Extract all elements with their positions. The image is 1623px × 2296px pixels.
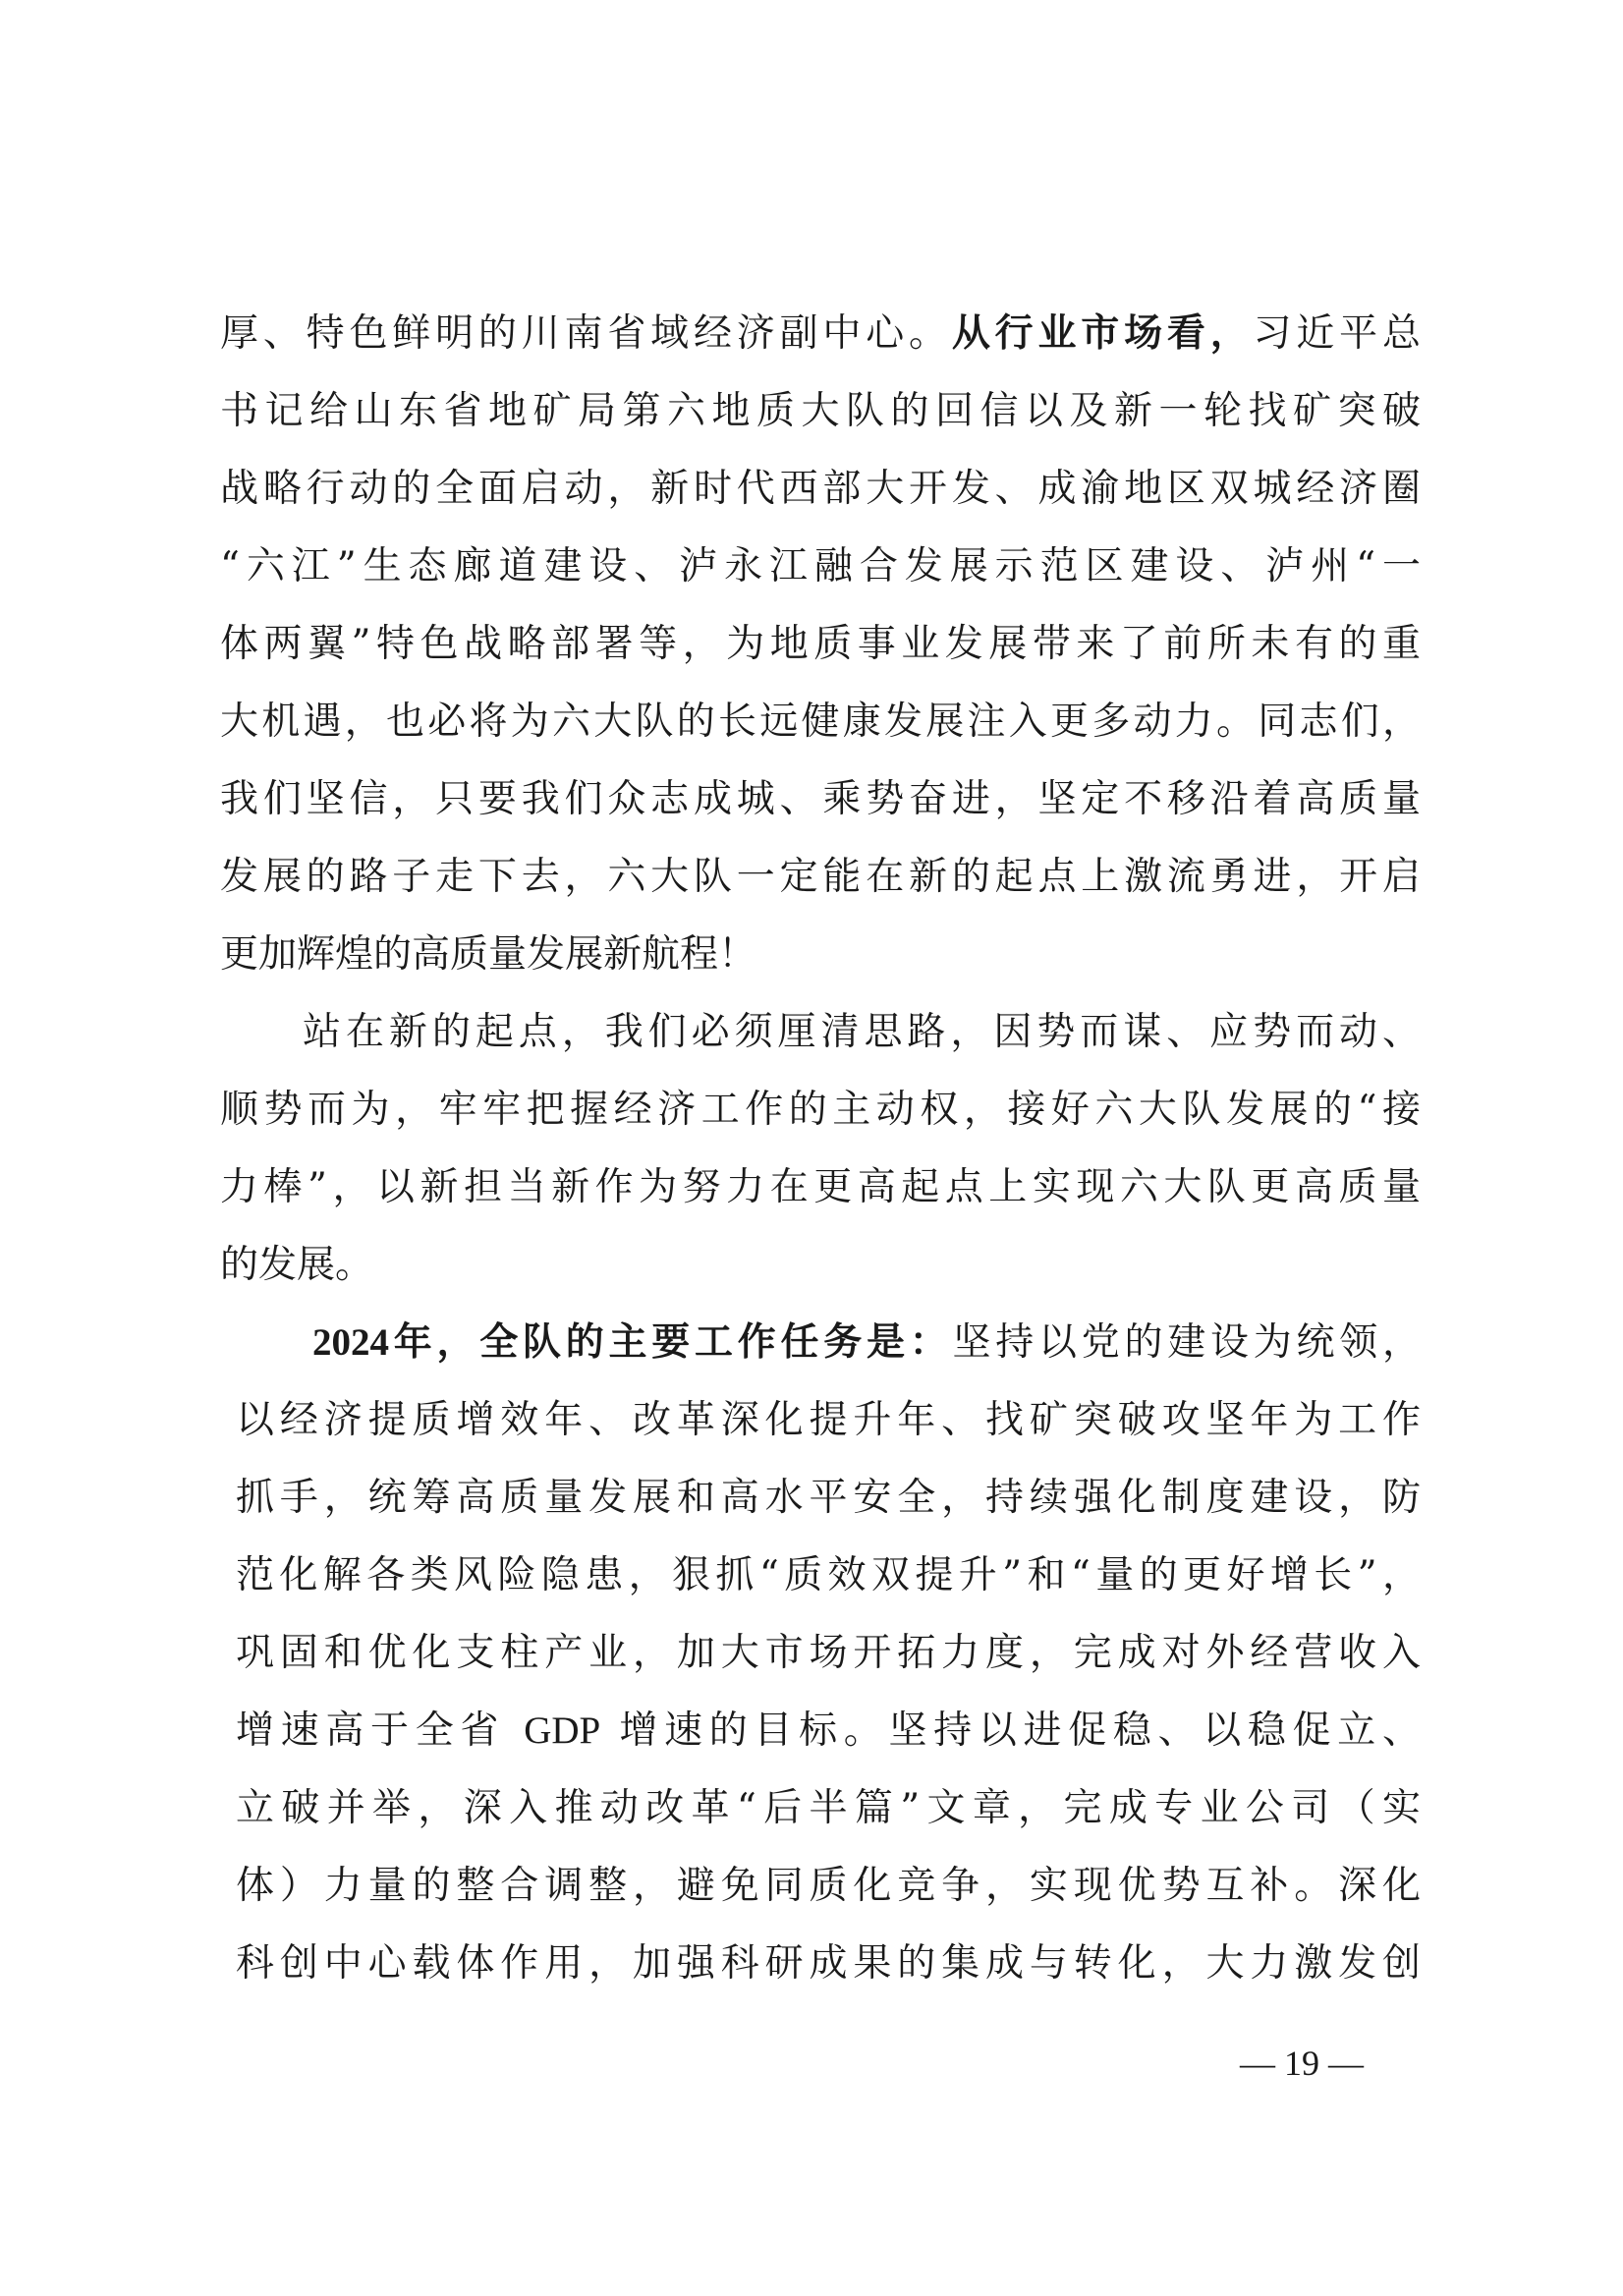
paragraph-1-line-5: 体两翼”特色战略部署等，为地质事业发展带来了前所未有的重: [220, 622, 1421, 666]
paragraph-2-line-3: 力棒”，以新担当新作为努力在更高起点上实现六大队更高质量: [220, 1165, 1421, 1209]
paragraph-3-line-1: [312, 1314, 1421, 1372]
paragraph-1-line-9: 更加辉煌的高质量发展新航程！: [220, 932, 757, 977]
paragraph-2-line-4: 的发展。: [220, 1243, 374, 1287]
paragraph-3-line-8: 体）力量的整合调整，避免同质化竞争，实现优势互补。深化: [236, 1864, 1421, 1908]
gdp-run: GDP: [524, 1709, 601, 1752]
paragraph-3-line-3: 抓手，统筹高质量发展和高水平安全，持续强化制度建设，防: [236, 1476, 1421, 1520]
text-run: 增速高于全省: [236, 1708, 506, 1753]
paragraph-3-line-9: 科创中心载体作用，加强科研成果的集成与转化，大力激发创: [236, 1941, 1421, 1986]
text-run: 习近平总: [1253, 311, 1421, 356]
paragraph-1-line-1: [220, 305, 1421, 364]
paragraph-3-line-6: [236, 1702, 1421, 1761]
page-number: — 19 —: [1240, 2044, 1364, 2083]
paragraph-1-line-4: “六江”生态廊道建设、泸永江融合发展示范区建设、泸州“一: [220, 544, 1421, 588]
bold-heading-run: 从行业市场看，: [951, 311, 1254, 356]
paragraph-3-line-5: 巩固和优化支柱产业，加大市场开拓力度，完成对外经营收入: [236, 1631, 1421, 1675]
paragraph-3-line-7: 立破并举，深入推动改革“后半篇”文章，完成专业公司（实: [236, 1786, 1421, 1830]
paragraph-2-line-2: 顺势而为，牢牢把握经济工作的主动权，接好六大队发展的“接: [220, 1088, 1421, 1132]
paragraph-1-line-3: 战略行动的全面启动，新时代西部大开发、成渝地区双城经济圈: [220, 467, 1421, 511]
paragraph-3-line-2: 以经济提质增效年、改革深化提升年、找矿突破攻坚年为工作: [236, 1398, 1421, 1442]
text-run: 坚持以党的建设为统领，: [952, 1320, 1421, 1365]
paragraph-3-line-4: 范化解各类风险隐患，狠抓“质效双提升”和“量的更好增长”，: [236, 1553, 1421, 1597]
text-run: 增速的目标。坚持以进促稳、以稳促立、: [619, 1708, 1421, 1753]
bold-heading-run: 年，全队的主要工作任务是：: [389, 1320, 953, 1365]
text-run: 厚、特色鲜明的川南省域经济副中心。: [220, 311, 952, 356]
paragraph-1-line-8: 发展的路子走下去，六大队一定能在新的起点上激流勇进，开启: [220, 855, 1421, 899]
paragraph-1-line-2: 书记给山东省地矿局第六地质大队的回信以及新一轮找矿突破: [220, 389, 1421, 433]
paragraph-1-line-6: 大机遇，也必将为六大队的长远健康发展注入更多动力。同志们，: [220, 700, 1421, 744]
paragraph-2-line-1: 站在新的起点，我们必须厘清思路，因势而谋、应势而动、: [303, 1010, 1421, 1054]
paragraph-1-line-7: 我们坚信，只要我们众志成城、乘势奋进，坚定不移沿着高质量: [220, 777, 1421, 821]
year-run: 2024: [312, 1321, 389, 1364]
